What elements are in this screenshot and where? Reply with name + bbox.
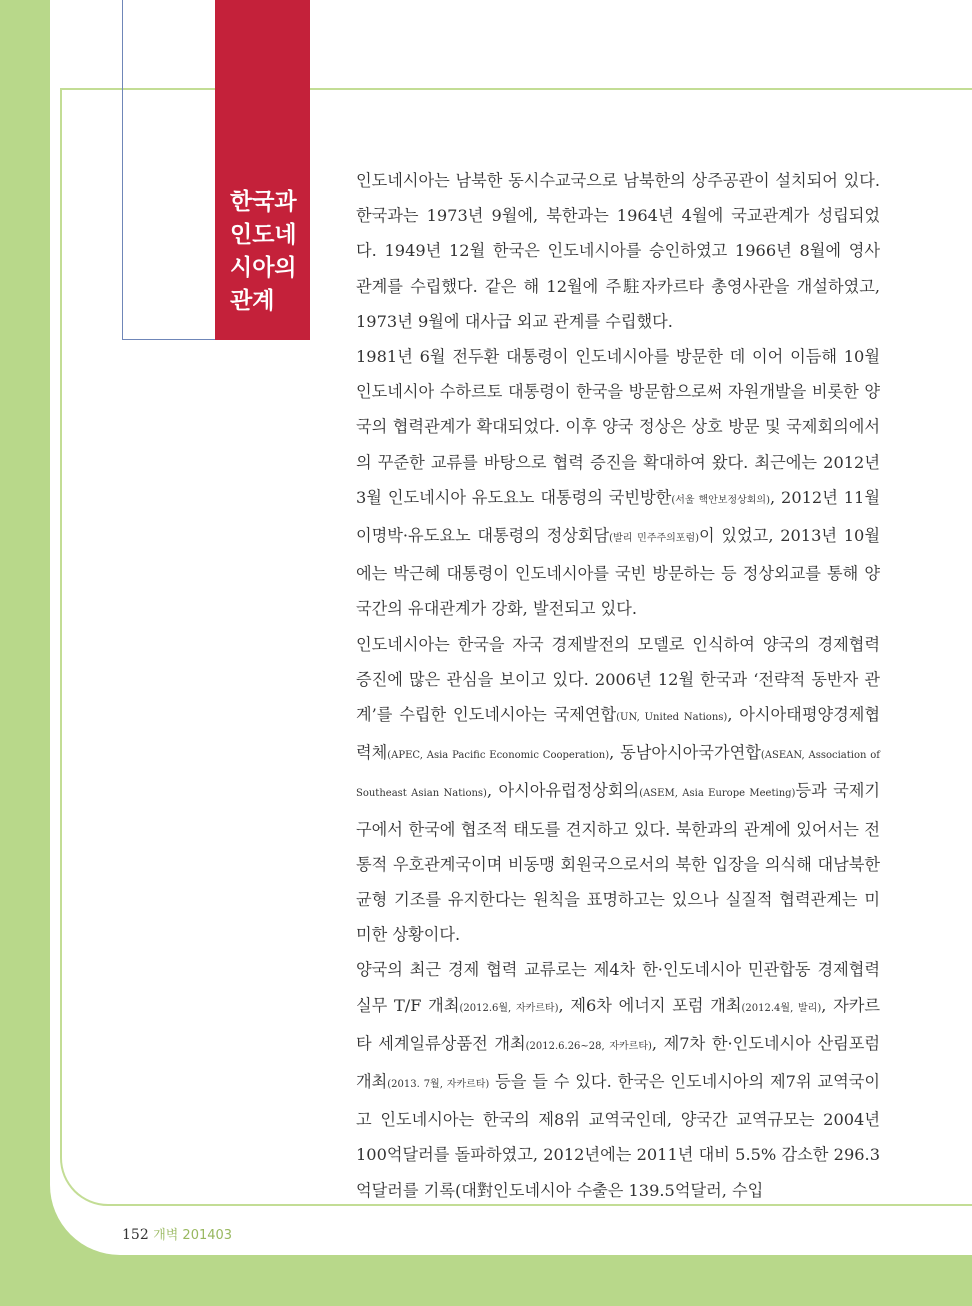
footnote-inline: (2012.4월, 발리) — [741, 1002, 822, 1014]
paragraph-1: 인도네시아는 남북한 동시수교국으로 남북한의 상주공관이 설치되어 있다. 한국과는 1973년 9월에, 북한과는 1964년 4월에 국교관계가 성립되었다. 1949년 12월 한국은 인도네시아를 승인하였고 1966년 8월에 영사 관계를 수립했다. 같은 해 12월에 주駐자카르타 총영사관을 개설하였고, 1973년 9월에 대사급 외교 관계를 수립했다. — [356, 171, 880, 331]
paragraph-2: 1981년 6월 전두환 대통령이 인도네시아를 방문한 데 이어 이듬해 10월 인도네시아 수하르토 대통령이 한국을 방문함으로써 자원개발을 비롯한 양국의 협력관계가 확대되었다. 이후 양국 정상은 상호 방문 및 국제회의에서의 꾸준한 교류를 바탕으로 협력 증진을 확대하여 왔다. 최근에는 2012년 3월 인도네시아 유도요노 대통령의 국빈방한(서울 핵안보정상회의), 2012년 11월 이명박·유도요노 대통령의 정상회담(발리 민주주의포럼)이 있었고, 2013년 10월에는 박근혜 대통령이 인도네시아를 국빈 방문하는 등 정상외교를 통해 양국간의 유대관계가 강화, 발전되고 있다. — [356, 347, 880, 619]
article-body — [356, 163, 880, 1208]
page-number: 152 — [122, 1227, 149, 1243]
footnote-inline: (2013. 7월, 자카르타) — [387, 1079, 490, 1091]
heading-line-1: 한국과 — [230, 189, 297, 215]
paragraph-3: 인도네시아는 한국을 자국 경제발전의 모델로 인식하여 양국의 경제협력 증진에 많은 관심을 보이고 있다. 2006년 12월 한국과 ‘전략적 동반자 관계’를 수립한 인도네시아는 국제연합(UN, United Nations), 아시아태평양경제협력체(APEC, Asia Pacific Economic Cooperation), 동남아시아국가연합(ASEAN, Association of Southeast Asian Nations), 아시아유럽정상회의(ASEM, Asia Europe Meeting)등과 국제기구에서 한국에 협조적 태도를 견지하고 있다. 북한과의 관계에 있어서는 전통적 우호관계국이며 비동맹 회원국으로서의 북한 입장을 의식해 대남북한 균형 기조를 유지한다는 원칙을 표명하고는 있으나 실질적 협력관계는 미미한 상황이다. — [356, 634, 881, 945]
paragraph-4: 양국의 최근 경제 협력 교류로는 제4차 한·인도네시아 민관합동 경제협력실무 T/F 개최(2012.6월, 자카르타), 제6차 에너지 포럼 개최(2012.4월, 발리), 자카르타 세계일류상품전 개최(2012.6.26~28, 자카르타), 제7차 한·인도네시아 산림포럼 개최(2013. 7월, 자카르타) 등을 들 수 있다. 한국은 인도네시아의 제7위 교역국이고 인도네시아는 한국의 제8위 교역국인데, 양국간 교역규모는 2004년 100억달러를 돌파하였고, 2012년에는 2011년 대비 5.5% 감소한 296.3억달러를 기록(대對인도네시아 수출은 139.5억달러, 수입 — [356, 960, 881, 1200]
heading-line-3: 시아의 — [230, 255, 297, 281]
footnote-inline: (APEC, Asia Pacific Economic Cooperation) — [387, 750, 610, 762]
footnote-inline: (UN, United Nations) — [616, 712, 728, 724]
footnote-inline: (2012.6.26~28, 자카르타) — [525, 1040, 652, 1052]
heading-line-4: 관계 — [230, 288, 275, 314]
footnote-inline: (발리 민주주의포럼) — [609, 533, 700, 545]
footnote-inline: (ASEM, Asia Europe Meeting) — [639, 788, 796, 800]
footnote-inline: (서울 핵안보정상회의) — [671, 494, 770, 506]
page-footer — [122, 1224, 232, 1243]
magazine-name: 개벽 201403 — [153, 1228, 233, 1243]
heading-line-2: 인도네 — [230, 222, 297, 248]
footnote-inline: (ASEAN, Association of Southeast Asian Nations) — [356, 750, 880, 800]
footnote-inline: (2012.6월, 자카르타) — [459, 1002, 559, 1014]
section-heading — [230, 186, 310, 318]
